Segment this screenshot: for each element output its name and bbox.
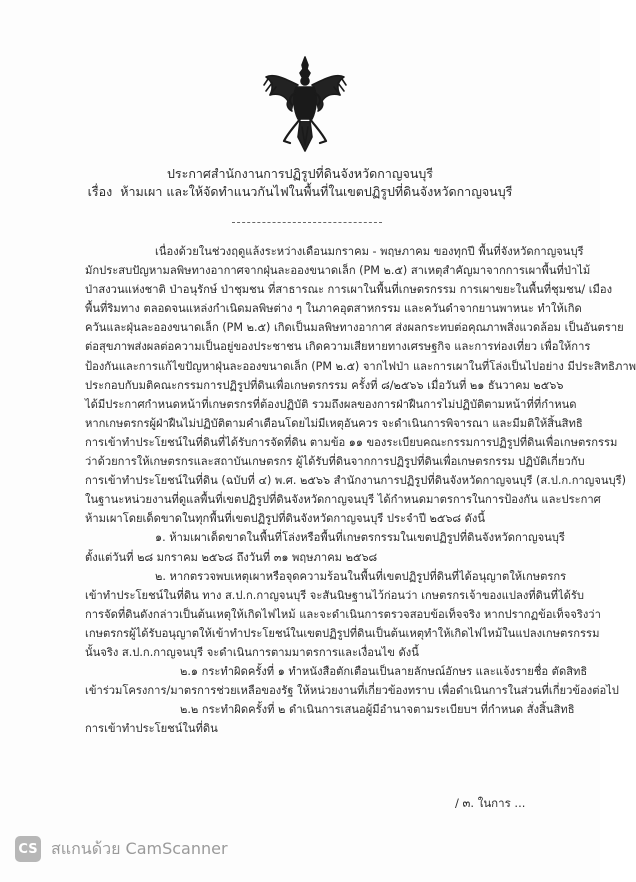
camscanner-caption: สแกนด้วย CamScanner <box>51 838 228 858</box>
body-line: เข้าทำประโยชน์ในที่ดิน ทาง ส.ป.ก.กาญจนบุรี จะสันนิษฐานไว้ก่อนว่า เกษตรกรเจ้าของแปลงที่ดินที่ได้รับ <box>85 588 584 602</box>
measure-1: ๑. ห้ามเผาเด็ดขาดในพื้นที่โล่งหรือพื้นที่เกษตรกรรมในเขตปฏิรูปที่ดินจังหวัดกาญจนบุรี <box>155 531 565 545</box>
measure-2-2: ๒.๒ กระทำผิดครั้งที่ ๒ ดำเนินการเสนอผู้มีอำนาจตามระเบียบฯ ที่กำหนด สั่งสิ้นสิทธิ <box>180 703 575 717</box>
announcement-subject <box>0 183 600 201</box>
measure-2-1: ๒.๑ กระทำผิดครั้งที่ ๑ ทำหนังสือตักเตือนเป็นลายลักษณ์อักษร และแจ้งรายชื่อ ตัดสิทธิ <box>180 665 588 679</box>
announcement-body <box>85 242 636 738</box>
camscanner-logo-icon: CS <box>15 836 41 862</box>
body-line: การจัดที่ดินดังกล่าวเป็นต้นเหตุให้เกิดไฟไหม้ และจะดำเนินการตรวจสอบข้อเท็จจริง หากปรากฏข้อเท็จจริงว่า <box>85 607 601 621</box>
body-line: ควันและฝุ่นละอองขนาดเล็ก (PM ๒.๕) เกิดเป็นมลพิษทางอากาศ ส่งผลกระทบต่อคุณภาพสิ่งแวดล้อม เป็นอันตราย <box>85 321 624 335</box>
measure-2: ๒. หากตรวจพบเหตุเผาหรือจุดความร้อนในพื้นที่เขตปฏิรูปที่ดินที่ได้อนุญาตให้เกษตรกร <box>155 569 567 583</box>
garuda-emblem-icon <box>262 55 348 155</box>
body-line: ป้องกันและการแก้ไขปัญหาฝุ่นละอองขนาดเล็ก (PM ๒.๕) จากไฟป่า และการเผาในที่โล่งเป็นไปอย่าง มีประสิทธิภาพ <box>85 359 636 373</box>
page-continuation: / ๓. ในการ ... <box>455 796 526 810</box>
body-line: หากเกษตรกรผู้ฝ่าฝืนไม่ปฏิบัติตามคำเตือนโดยไม่มีเหตุอันควร จะดำเนินการพิจารณา และมีมติให้สิ้นสิทธิ <box>85 416 583 430</box>
body-line: การเข้าทำประโยชน์ในที่ดิน (ฉบับที่ ๔) พ.ศ. ๒๕๖๖ สำนักงานการปฏิรูปที่ดินจังหวัดกาญจนบุรี (ส.ป.ก.กาญจนบุรี) <box>85 474 627 488</box>
body-line: การเข้าทำประโยชน์ในที่ดินที่ได้รับการจัดที่ดิน ตามข้อ ๑๑ ของระเบียบคณะกรรมการปฏิรูปที่ดินเพื่อเกษตรกรรม <box>85 435 618 449</box>
body-line: นั้นจริง ส.ป.ก.กาญจนบุรี จะดำเนินการตามมาตรการและเงื่อนไข ดังนี้ <box>85 645 419 659</box>
body-line: ป่าสงวนแห่งชาติ ป่าอนุรักษ์ ป่าชุมชน ที่สาธารณะ การเผาในพื้นที่เกษตรกรรม การเผาขยะในพื้นที่ชุมชน/ เมือง <box>85 283 613 297</box>
body-line: ว่าด้วยการให้เกษตรกรและสถาบันเกษตรกร ผู้ได้รับที่ดินจากการปฏิรูปที่ดินเพื่อเกษตรกรรม ปฏิบัติเกี่ยวกับ <box>85 455 585 469</box>
body-line: การเข้าทำประโยชน์ในที่ดิน <box>85 722 218 736</box>
body-line: ตั้งแต่วันที่ ๒๘ มกราคม ๒๕๖๘ ถึงวันที่ ๓๑ พฤษภาคม ๒๕๖๘ <box>85 550 378 564</box>
body-line: มักประสบปัญหามลพิษทางอากาศจากฝุ่นละอองขนาดเล็ก (PM ๒.๕) สาเหตุสำคัญมาจากการเผาพื้นที่ป่าไม้ <box>85 264 591 278</box>
body-line: เข้าร่วมโครงการ/มาตรการช่วยเหลือของรัฐ ให้หน่วยงานที่เกี่ยวข้องทราบ เพื่อดำเนินการในส่วนที่เกี่ยวข้องต่อไป <box>85 684 619 698</box>
body-line: ต่อสุขภาพส่งผลต่อความเป็นอยู่ของประชาชน เกิดความเสียหายทางเศรษฐกิจ และการท่องเที่ยว เพื่อให้การ <box>85 340 591 354</box>
body-line: ในฐานะหน่วยงานที่ดูแลพื้นที่เขตปฏิรูปที่ดินจังหวัดกาญจนบุรี ได้กำหนดมาตรการในการป้องกัน และประกาศ <box>85 493 601 507</box>
body-line: ได้มีประกาศกำหนดหน้าที่เกษตรกรที่ต้องปฏิบัติ รวมถึงผลของการฝ่าฝืนการไม่ปฏิบัติตามหน้าที่ที่กำหนด <box>85 397 577 411</box>
body-line: ห้ามเผาโดยเด็ดขาดในทุกพื้นที่เขตปฏิรูปที่ดินจังหวัดกาญจนบุรี ประจำปี ๒๕๖๘ ดังนี้ <box>85 512 485 526</box>
body-line: พื้นที่ริมทาง ตลอดจนแหล่งกำเนิดมลพิษต่าง ๆ ในภาคอุตสาหกรรม และควันดำจากยานพาหนะ ทำให้เกิด <box>85 302 582 316</box>
body-line: เกษตรกรผู้ได้รับอนุญาตให้เข้าทำประโยชน์ในเขตปฏิรูปที่ดินเป็นต้นเหตุทำให้เกิดไฟไหม้ในแปลงเกษตรกรรม <box>85 626 600 640</box>
subject-text: ห้ามเผา และให้จัดทำแนวกันไฟในพื้นที่ในเขตปฏิรูปที่ดินจังหวัดกาญจนบุรี <box>120 184 513 199</box>
body-line: เนื่องด้วยในช่วงฤดูแล้งระหว่างเดือนมกราคม - พฤษภาคม ของทุกปี พื้นที่จังหวัดกาญจนบุรี <box>155 245 584 258</box>
divider <box>232 222 382 223</box>
subject-label: เรื่อง <box>87 184 113 199</box>
body-line: ประกอบกับมติคณะกรรมการปฏิรูปที่ดินเพื่อเกษตรกรรม ครั้งที่ ๘/๒๕๖๖ เมื่อวันที่ ๒๑ ธันวาคม ๒๕๖๖ <box>85 378 564 392</box>
camscanner-watermark <box>15 835 228 863</box>
announcement-heading: ประกาศสำนักงานการปฏิรูปที่ดินจังหวัดกาญจนบุรี <box>166 166 434 181</box>
